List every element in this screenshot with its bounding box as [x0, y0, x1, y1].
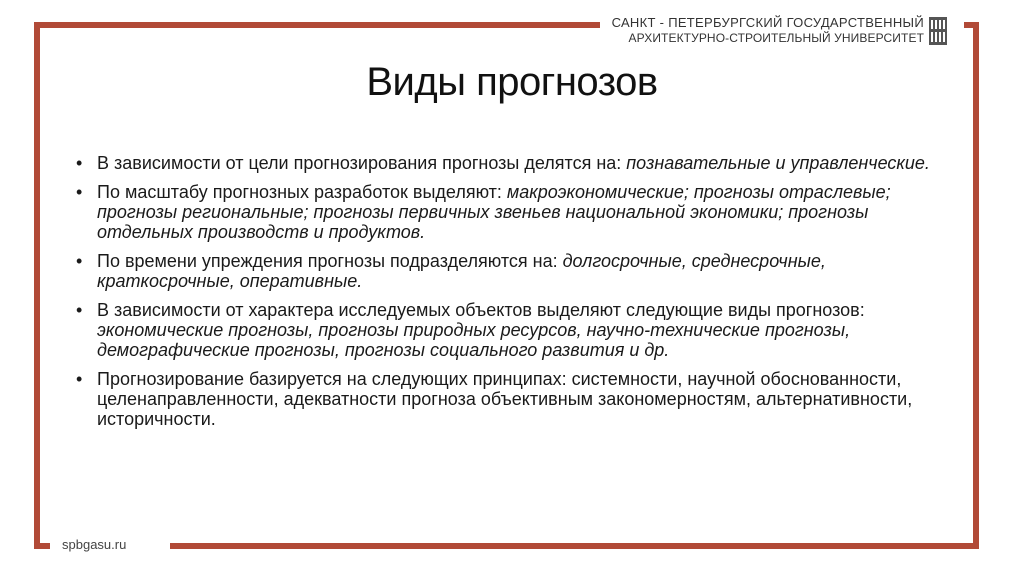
list-item [74, 153, 954, 173]
bullet-italic-text: долгосрочные, среднесрочные, краткосрочные, оперативные. [97, 251, 826, 291]
bullet-italic-text: макроэкономические; прогнозы отраслевые; прогнозы региональные; прогнозы первичных звеньев национальной экономики; прогнозы отдельных производств и продуктов. [97, 182, 891, 242]
bullet-marker: • [76, 251, 83, 271]
list-item [74, 182, 954, 242]
bullet-text: В зависимости от цели прогнозирования прогнозы делятся на: [97, 153, 627, 173]
bullet-text: Прогнозирование базируется на следующих принципах: системности, научной обоснованности, целенаправленности, адекватности прогноза объективным закономерностям, альтернативности, историчности. [97, 369, 913, 429]
bullet-text: По масштабу прогнозных разработок выделяют: [97, 182, 507, 202]
university-name-line1: САНКТ - ПЕТЕРБУРГСКИЙ ГОСУДАРСТВЕННЫЙ [611, 15, 924, 30]
bullet-text: По времени упреждения прогнозы подразделяются на: [97, 251, 563, 271]
footer-url[interactable]: spbgasu.ru [62, 537, 127, 552]
university-logo-icon [929, 17, 947, 45]
university-name-line2: АРХИТЕКТУРНО-СТРОИТЕЛЬНЫЙ УНИВЕРСИТЕТ [628, 31, 924, 45]
bullet-italic-text: экономические прогнозы, прогнозы природных ресурсов, научно-технические прогнозы, демографические прогнозы, прогнозы социального развития и др. [97, 320, 851, 360]
bullet-text: В зависимости от характера исследуемых объектов выделяют следующие виды прогнозов: [97, 300, 865, 320]
bullet-marker: • [76, 182, 83, 202]
list-item [74, 300, 954, 360]
bullet-italic-text: познавательные и управленческие. [626, 153, 930, 173]
bullet-marker: • [76, 300, 83, 320]
slide-title: Виды прогнозов [366, 60, 658, 104]
list-item [74, 369, 954, 429]
bullet-marker: • [76, 153, 83, 173]
list-item [74, 251, 954, 291]
bullet-marker: • [76, 369, 83, 389]
bullet-list [74, 153, 954, 438]
